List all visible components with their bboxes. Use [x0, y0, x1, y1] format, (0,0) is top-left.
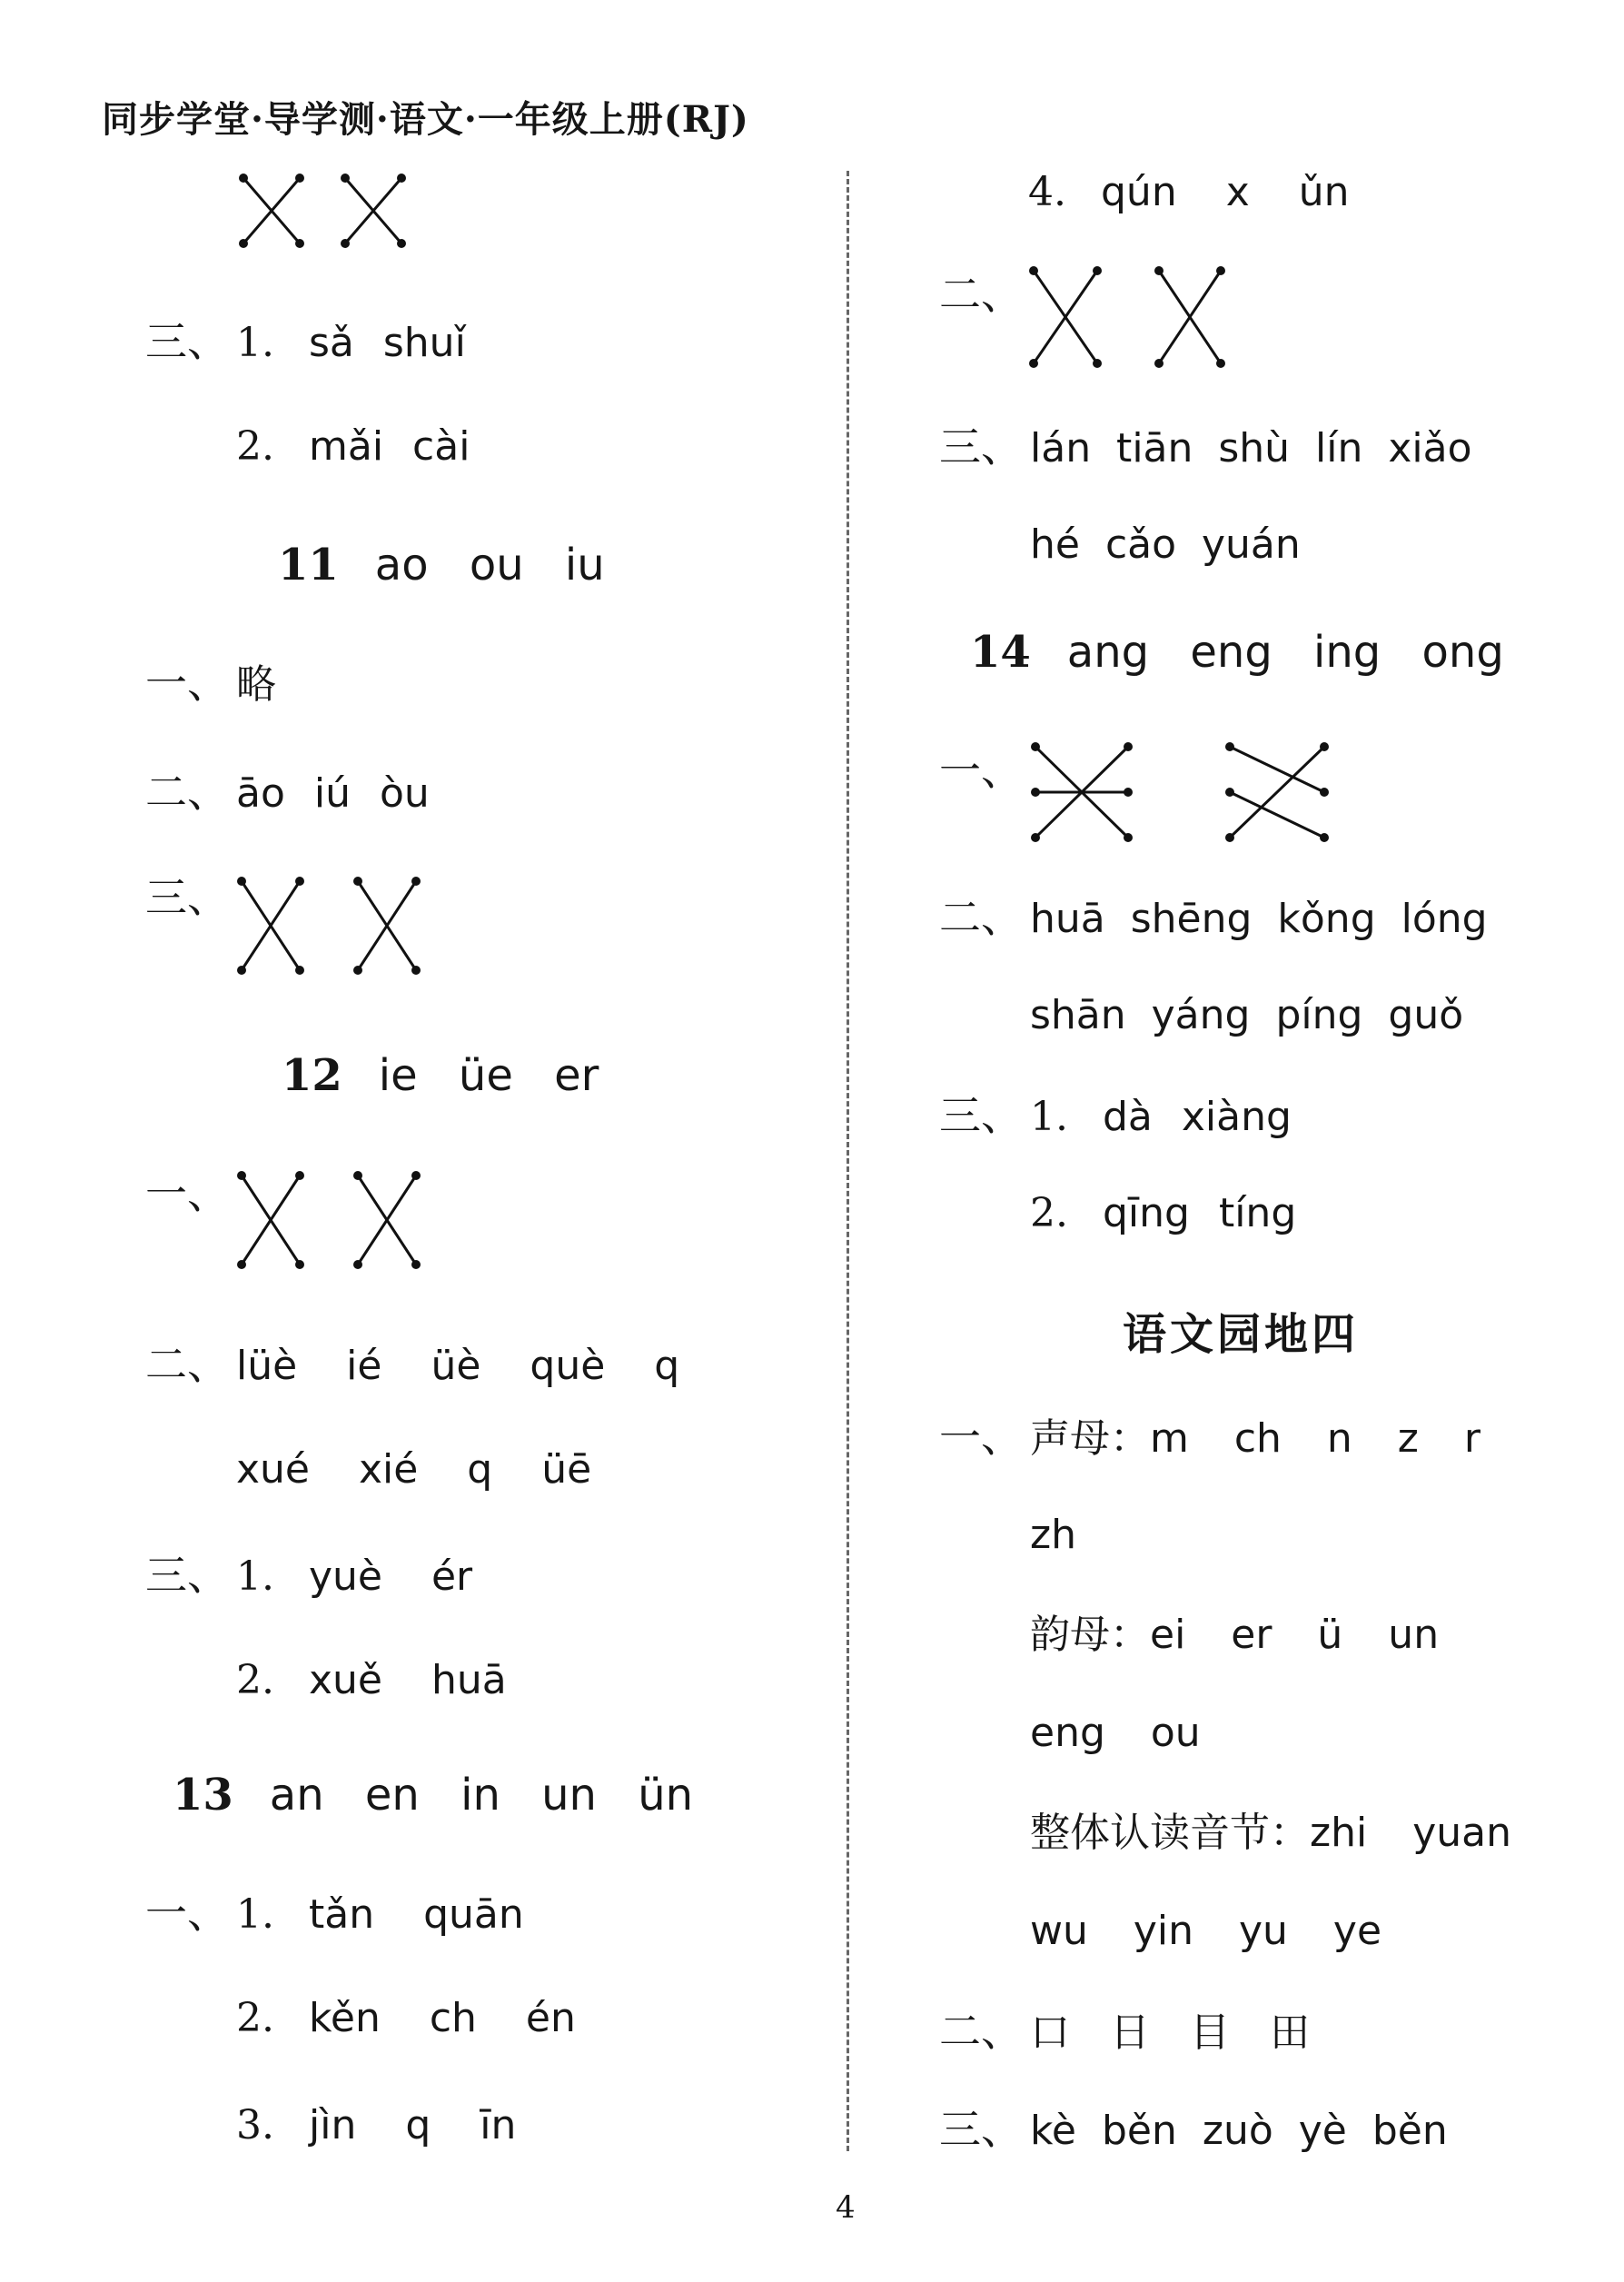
- pinyin-answer: wu yin yu ye: [1030, 1908, 1382, 1954]
- item-number: 2.: [236, 1995, 274, 2041]
- item-number: 2.: [236, 1657, 274, 1703]
- section-title: 11 ao ou iu: [278, 540, 605, 590]
- section-title: 12 ie üe er: [282, 1050, 599, 1101]
- answer-label: 整体认读音节：: [1030, 1810, 1310, 1856]
- page-number: 4: [836, 2189, 856, 2226]
- pinyin-answer: zhi yuan: [1310, 1810, 1511, 1856]
- answer-line: [939, 422, 1472, 474]
- answer-text: 略: [236, 661, 276, 708]
- pinyin-answer: lán tiān shù lín xiǎo: [1030, 425, 1472, 471]
- answer-line: [939, 745, 1030, 798]
- answer-line: [1030, 1906, 1381, 1957]
- pinyin-answer: jìn q īn: [309, 2102, 517, 2148]
- pinyin-answer: kěn ch én: [309, 1995, 576, 2041]
- answer-line: [939, 269, 1030, 322]
- item-number: 3.: [236, 2102, 274, 2148]
- answer-line: [145, 658, 276, 710]
- question-mark: 一、: [145, 1169, 229, 1218]
- pinyin-answer: ei er ü un: [1150, 1612, 1440, 1658]
- answer-label: 声母：: [1030, 1415, 1150, 1462]
- answer-line: [145, 1550, 472, 1602]
- question-mark: 一、: [939, 1413, 1023, 1462]
- matching-diagram: [1026, 263, 1235, 372]
- answer-line: [145, 1339, 679, 1392]
- answer-line: [236, 1993, 576, 2044]
- answer-line: [236, 422, 470, 472]
- matching-diagram: [234, 1168, 434, 1274]
- question-mark: 三、: [939, 422, 1023, 471]
- page-header: 同步学堂·导学测·语文·一年级上册(RJ): [102, 98, 749, 141]
- pinyin-answer: mǎi cài: [309, 423, 470, 470]
- pinyin-answer: huā shēng kǒng lóng: [1030, 896, 1488, 942]
- pinyin-answer: xuě huā: [309, 1657, 507, 1703]
- answer-line: [145, 872, 236, 925]
- question-mark: 一、: [145, 659, 229, 708]
- item-number: 1.: [236, 1891, 274, 1938]
- question-mark: 二、: [939, 893, 1023, 942]
- answer-line: [1030, 1188, 1296, 1239]
- section-title: 13 an en in un ün: [173, 1770, 694, 1821]
- answer-line: [1030, 520, 1301, 570]
- answer-line: [145, 316, 466, 369]
- question-mark: 三、: [145, 1551, 229, 1600]
- answer-text: 口 日 目 田: [1030, 2009, 1310, 2056]
- answer-line: [939, 1412, 1480, 1464]
- answer-label: 韵母：: [1030, 1612, 1150, 1658]
- answer-line: [1030, 1808, 1511, 1859]
- answer-line: [145, 767, 430, 819]
- matching-diagram: [1026, 738, 1344, 847]
- pinyin-answer: m ch n z r: [1150, 1415, 1480, 1462]
- answer-line: [145, 1168, 236, 1221]
- item-number: 2.: [1030, 1190, 1068, 1236]
- pinyin-answer: yuè ér: [309, 1553, 473, 1600]
- answer-line: [1028, 167, 1350, 218]
- matching-diagram: [234, 874, 434, 979]
- question-mark: 二、: [145, 768, 229, 817]
- pinyin-answer: tǎn quān: [309, 1891, 524, 1938]
- question-mark: 三、: [145, 873, 229, 922]
- question-mark: 二、: [145, 1340, 229, 1389]
- answer-line: [236, 1444, 591, 1495]
- section-title: 14 ang eng ing ong: [970, 627, 1504, 678]
- answer-line: [1030, 1510, 1076, 1561]
- section-title: 语文园地四: [1123, 1309, 1360, 1360]
- pinyin-answer: eng ou: [1030, 1710, 1201, 1756]
- answer-line: [939, 1090, 1292, 1143]
- pinyin-answer: qún x ǔn: [1101, 169, 1350, 215]
- question-mark: 三、: [939, 2105, 1023, 2154]
- answer-line: [939, 2104, 1448, 2157]
- answer-line: [236, 1655, 507, 1706]
- question-mark: 一、: [145, 1889, 229, 1938]
- pinyin-answer: zh: [1030, 1512, 1076, 1558]
- item-number: 1.: [236, 320, 274, 366]
- question-mark: 一、: [939, 746, 1023, 795]
- pinyin-answer: lüè ié üè què q: [236, 1343, 680, 1389]
- column-divider: [847, 171, 849, 2151]
- answer-line: [939, 2006, 1310, 2059]
- pinyin-answer: qīng tíng: [1103, 1190, 1297, 1236]
- item-number: 2.: [236, 423, 274, 470]
- answer-line: [145, 1888, 524, 1940]
- item-number: 1.: [236, 1553, 274, 1600]
- question-mark: 二、: [939, 2007, 1023, 2056]
- answer-line: [1030, 990, 1463, 1041]
- item-number: 4.: [1028, 169, 1066, 215]
- pinyin-answer: dà xiàng: [1103, 1094, 1292, 1140]
- pinyin-answer: hé cǎo yuán: [1030, 521, 1301, 568]
- answer-line: [939, 892, 1488, 945]
- pinyin-answer: āo iú òu: [236, 770, 430, 817]
- pinyin-answer: xué xié q üē: [236, 1446, 592, 1493]
- answer-line: [1030, 1708, 1201, 1759]
- question-mark: 三、: [939, 1091, 1023, 1140]
- answer-line: [1030, 1610, 1439, 1661]
- item-number: 1.: [1030, 1094, 1068, 1140]
- pinyin-answer: sǎ shuǐ: [309, 320, 466, 366]
- matching-diagram: [234, 169, 416, 253]
- answer-line: [236, 2100, 516, 2151]
- question-mark: 三、: [145, 317, 229, 366]
- question-mark: 二、: [939, 270, 1023, 319]
- pinyin-answer: shān yáng píng guǒ: [1030, 992, 1464, 1038]
- pinyin-answer: kè běn zuò yè běn: [1030, 2108, 1448, 2154]
